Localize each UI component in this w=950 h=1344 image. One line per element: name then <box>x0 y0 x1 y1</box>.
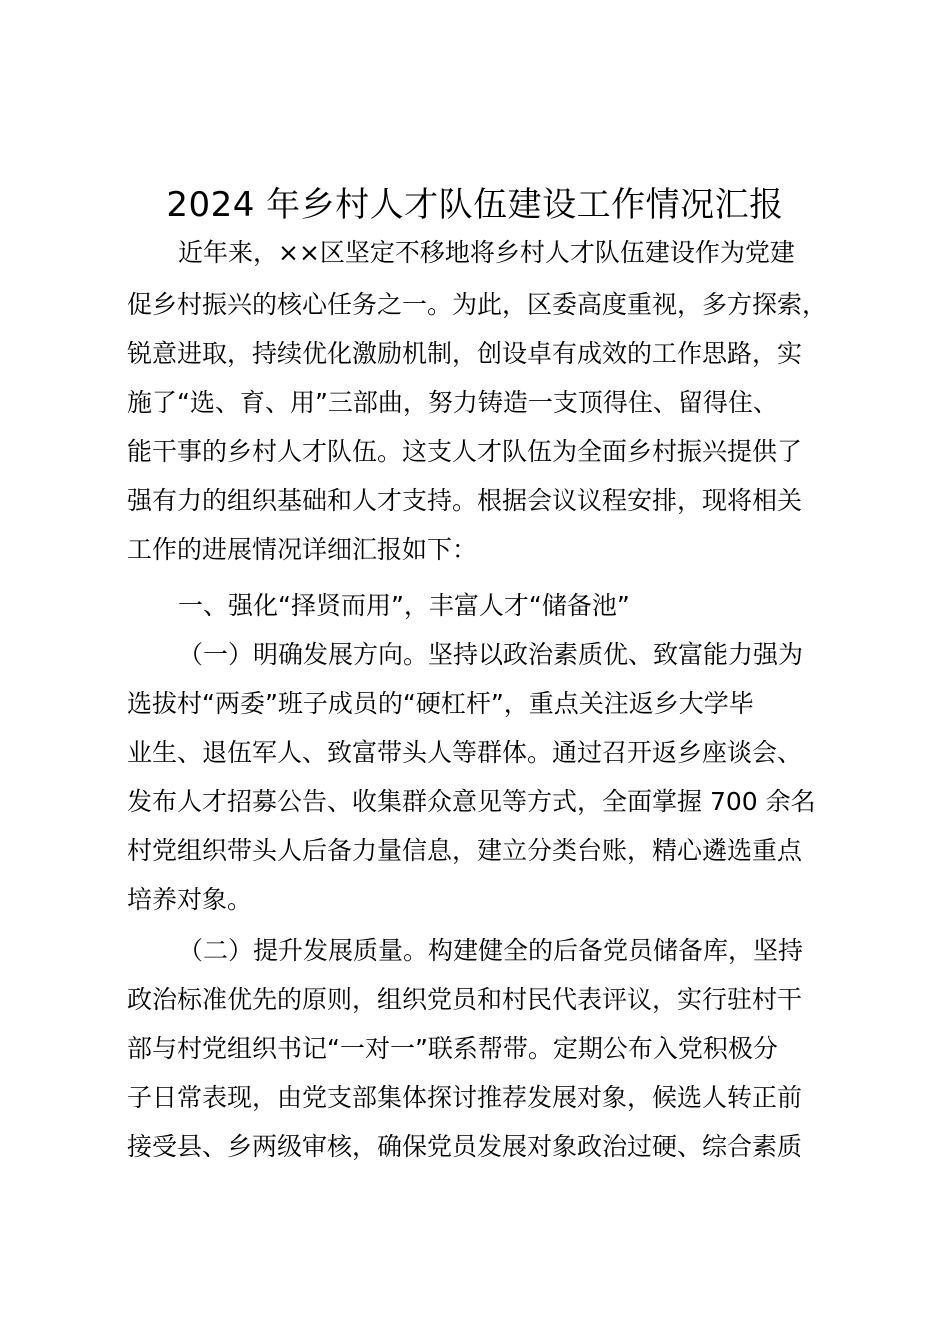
paragraph-line: 选拔村“两委”班子成员的“硬杠杆”，重点关注返乡大学毕 <box>127 689 754 718</box>
paragraph-line: 近年来，××区坚定不移地将乡村人才队伍建设作为党建 <box>178 238 795 267</box>
paragraph-line: 锐意进取，持续优化激励机制，创设卓有成效的工作思路，实 <box>127 339 803 368</box>
paragraph-line: 接受县、乡两级审核，确保党员发展对象政治过硬、综合素质 <box>127 1132 803 1161</box>
paragraph-line: 部与村党组织书记“一对一”联系帮带。定期公布入党积极分 <box>127 1034 778 1063</box>
paragraph-line: 强有力的组织基础和人才支持。根据会议议程安排，现将相关 <box>127 486 803 515</box>
paragraph-line: 政治标准优先的原则，组织党员和村民代表评议，实行驻村干 <box>127 985 803 1014</box>
paragraph-line: 能干事的乡村人才队伍。这支人才队伍为全面乡村振兴提供了 <box>127 437 803 466</box>
paragraph-line: （一）明确发展方向。坚持以政治素质优、致富能力强为 <box>178 640 804 669</box>
paragraph-line: 培养对象。 <box>127 885 253 914</box>
paragraph-line: 发布人才招募公告、收集群众意见等方式，全面掌握 700 余名 <box>127 787 816 816</box>
paragraph-line: 工作的进展情况详细汇报如下： <box>127 535 478 564</box>
paragraph-line: （二）提升发展质量。构建健全的后备党员储备库，坚持 <box>178 936 804 965</box>
paragraph-line: 业生、退伍军人、致富带头人等群体。通过召开返乡座谈会、 <box>127 738 803 767</box>
paragraph-line: 施了“选、育、用”三部曲，努力铸造一支顶得住、留得住、 <box>127 388 778 417</box>
paragraph-line: 促乡村振兴的核心任务之一。为此，区委高度重视，多方探索， <box>127 290 828 319</box>
document-title: 2024 年乡村人才队伍建设工作情况汇报 <box>166 185 784 225</box>
paragraph-line: 子日常表现，由党支部集体探讨推荐发展对象，候选人转正前 <box>127 1083 803 1112</box>
paragraph-line: 村党组织带头人后备力量信息，建立分类台账，精心遴选重点 <box>127 836 803 865</box>
section-heading: 一、强化“择贤而用”，丰富人才“储备池” <box>178 591 630 620</box>
